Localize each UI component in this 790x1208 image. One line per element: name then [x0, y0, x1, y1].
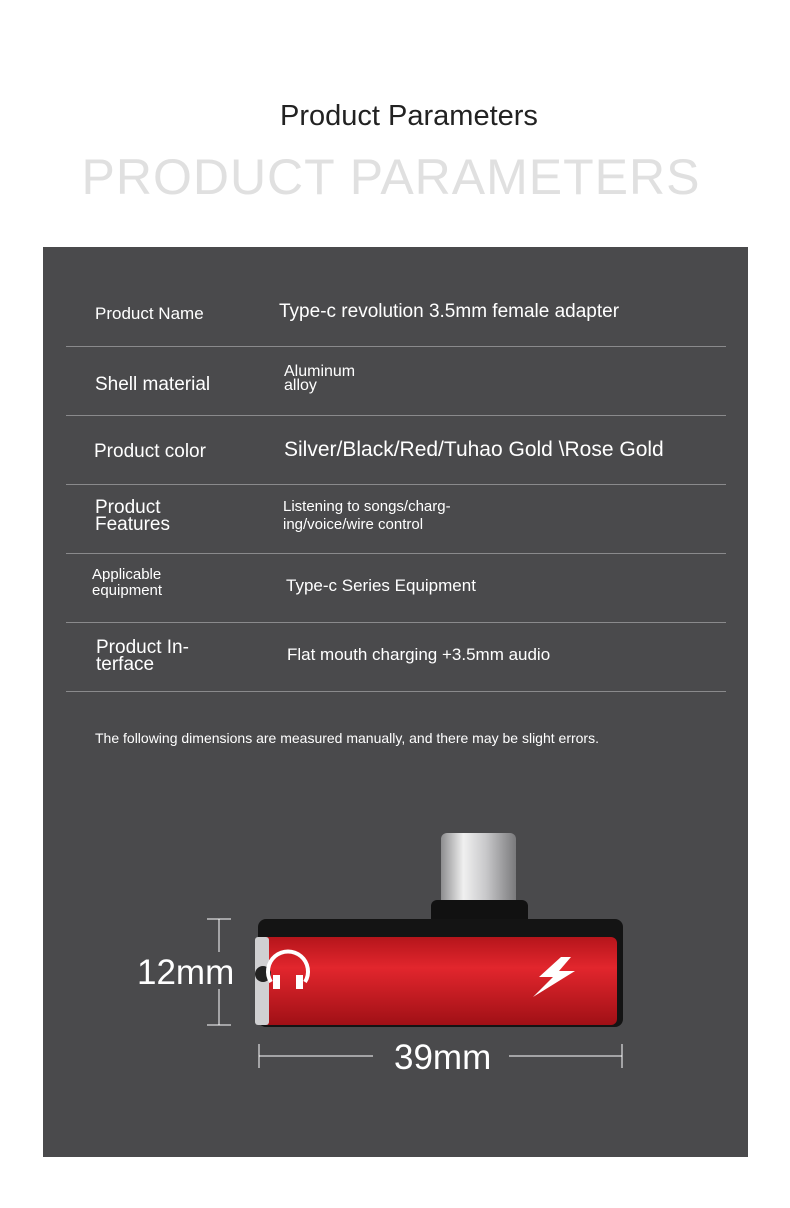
param-label: Product color: [94, 441, 206, 462]
param-label: Product Features: [95, 497, 170, 535]
page-subtitle: PRODUCT PARAMETERS: [81, 149, 701, 205]
page-title: Product Parameters: [280, 100, 538, 132]
param-value: Flat mouth charging +3.5mm audio: [287, 645, 551, 664]
measurement-note: The following dimensions are measured manually, and there may be slight errors.: [95, 730, 599, 746]
adapter-red-shell: [261, 937, 617, 1025]
product-illustration: [43, 247, 748, 1157]
param-value: Silver/Black/Red/Tuhao Gold \Rose Gold: [284, 438, 664, 461]
length-dimension-label: 39mm: [394, 1038, 492, 1077]
param-value: Type-c Series Equipment: [286, 576, 476, 595]
param-value: Aluminum alloy: [284, 363, 356, 394]
param-label: Shell material: [95, 374, 211, 395]
height-dimension-label: 12mm: [137, 953, 235, 992]
param-value: Type-c revolution 3.5mm female adapter: [279, 301, 620, 322]
param-label: Product In-terface: [96, 637, 189, 675]
param-label: Product Name: [95, 304, 204, 323]
param-label: Applicable equipment: [92, 566, 163, 599]
param-value: Listening to songs/charg-ing/voice/wire control: [283, 498, 451, 533]
parameters-panel: [43, 247, 748, 1157]
